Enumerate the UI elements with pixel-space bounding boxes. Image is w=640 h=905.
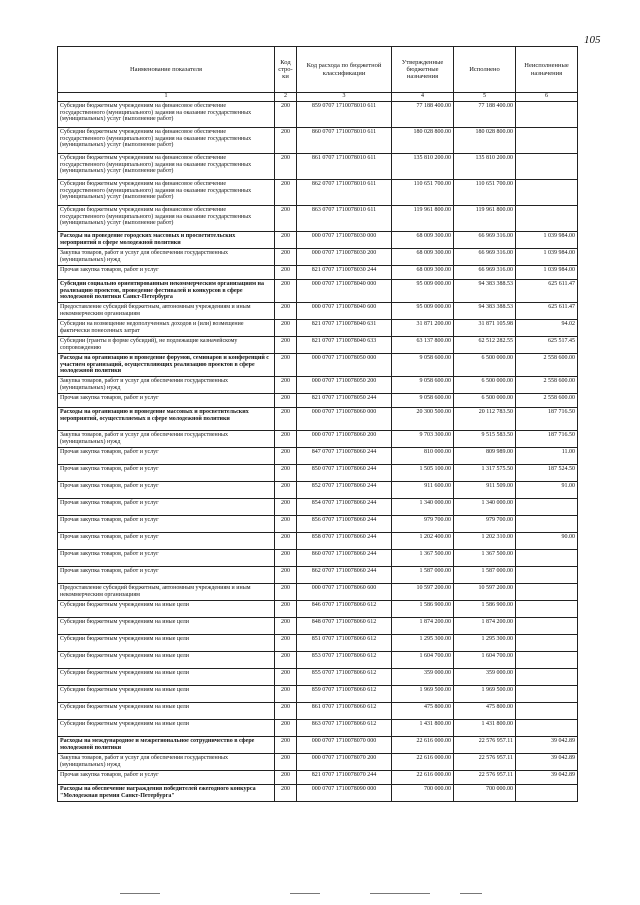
row-name: Субсидии бюджетным учреждениям на финансовое обеспечение государственного (муниципального) задания на оказание государственных (муниципальных) услуг (выполнение работ)	[58, 102, 275, 128]
row-executed: 180 028 800.00	[454, 128, 516, 154]
row-approved: 1 431 800.00	[392, 720, 454, 737]
row-unexecuted: 625 611.47	[516, 280, 578, 303]
table-row	[58, 448, 578, 465]
table-row	[58, 533, 578, 550]
row-name: Субсидии бюджетным учреждениям на иные цели	[58, 635, 275, 652]
row-name: Субсидии бюджетным учреждениям на финансовое обеспечение государственного (муниципального) задания на оказание государственных (муниципальных) услуг (выполнение работ)	[58, 154, 275, 180]
row-executed: 1 586 900.00	[454, 601, 516, 618]
row-unexecuted	[516, 206, 578, 232]
row-executed: 475 800.00	[454, 703, 516, 720]
row-code: 200	[275, 266, 297, 280]
table-row	[58, 482, 578, 499]
row-classification: 859 0707 1710078060 612	[297, 686, 392, 703]
row-code: 200	[275, 737, 297, 754]
row-approved: 475 800.00	[392, 703, 454, 720]
row-unexecuted	[516, 516, 578, 533]
table-row	[58, 465, 578, 482]
row-code: 200	[275, 703, 297, 720]
row-code: 200	[275, 601, 297, 618]
row-unexecuted	[516, 785, 578, 802]
row-name: Субсидии на возмещение недополученных доходов и (или) возмещение фактически понесенных затрат	[58, 320, 275, 337]
row-executed: 1 295 300.00	[454, 635, 516, 652]
row-executed: 20 112 783.50	[454, 408, 516, 431]
table-row	[58, 102, 578, 128]
row-classification: 862 0707 1710078010 611	[297, 180, 392, 206]
row-name: Субсидии бюджетным учреждениям на финансовое обеспечение государственного (муниципального) задания на оказание государственных (муниципальных) услуг (выполнение работ)	[58, 206, 275, 232]
row-name: Закупка товаров, работ и услуг для обеспечения государственных (муниципальных) нужд	[58, 249, 275, 266]
row-code: 200	[275, 785, 297, 802]
row-name: Субсидии бюджетным учреждениям на финансовое обеспечение государственного (муниципального) задания на оказание государственных (муниципальных) услуг (выполнение работ)	[58, 180, 275, 206]
table-row	[58, 720, 578, 737]
row-approved: 1 340 000.00	[392, 499, 454, 516]
row-executed: 110 651 700.00	[454, 180, 516, 206]
row-classification: 847 0707 1710078060 244	[297, 448, 392, 465]
row-executed: 94 383 388.53	[454, 280, 516, 303]
table-row	[58, 635, 578, 652]
row-name: Прочая закупка товаров, работ и услуг	[58, 499, 275, 516]
row-classification: 000 0707 1710078070 200	[297, 754, 392, 771]
row-executed: 359 000.00	[454, 669, 516, 686]
row-name: Закупка товаров, работ и услуг для обеспечения государственных (муниципальных) нужд	[58, 754, 275, 771]
row-unexecuted	[516, 618, 578, 635]
row-executed: 22 576 957.11	[454, 737, 516, 754]
row-approved: 22 616 000.00	[392, 737, 454, 754]
row-executed: 22 576 957.11	[454, 754, 516, 771]
row-unexecuted: 39 042.89	[516, 771, 578, 785]
row-name: Субсидии бюджетным учреждениям на иные цели	[58, 618, 275, 635]
row-code: 200	[275, 337, 297, 354]
row-code: 200	[275, 249, 297, 266]
row-executed: 31 871 105.98	[454, 320, 516, 337]
row-name: Субсидии социально ориентированным некоммерческим организациям на реализацию проектов, проведение фестивалей и конкурсов в сфере молодежной политики Санкт-Петербурга	[58, 280, 275, 303]
row-unexecuted	[516, 499, 578, 516]
row-classification: 858 0707 1710078060 244	[297, 533, 392, 550]
header-unexecuted: Неисполненные назначения	[516, 47, 578, 93]
row-approved: 1 367 500.00	[392, 550, 454, 567]
row-code: 200	[275, 280, 297, 303]
row-approved: 9 058 600.00	[392, 394, 454, 408]
row-executed: 77 188 400.00	[454, 102, 516, 128]
row-classification: 861 0707 1710078010 611	[297, 154, 392, 180]
row-approved: 1 969 500.00	[392, 686, 454, 703]
row-approved: 700 000.00	[392, 785, 454, 802]
header-classification: Код расхода по бюджетной классификации	[297, 47, 392, 93]
row-code: 200	[275, 482, 297, 499]
row-unexecuted: 39 042.89	[516, 754, 578, 771]
row-classification: 855 0707 1710078060 612	[297, 669, 392, 686]
header-code: Код стро-ки	[275, 47, 297, 93]
row-code: 200	[275, 354, 297, 377]
row-name: Расходы на международное и межрегиональное сотрудничество в сфере молодежной политики	[58, 737, 275, 754]
table-row	[58, 337, 578, 354]
row-classification: 863 0707 1710078060 612	[297, 720, 392, 737]
table-body	[58, 102, 578, 802]
table-row	[58, 206, 578, 232]
row-name: Субсидии бюджетным учреждениям на иные цели	[58, 720, 275, 737]
row-name: Расходы на организацию и проведение массовых и просветительских мероприятий, осуществляемых в сфере молодежной политики	[58, 408, 275, 431]
table-row	[58, 584, 578, 601]
row-executed: 1 317 575.50	[454, 465, 516, 482]
row-code: 200	[275, 754, 297, 771]
row-unexecuted	[516, 601, 578, 618]
row-classification: 863 0707 1710078010 611	[297, 206, 392, 232]
row-unexecuted	[516, 652, 578, 669]
row-approved: 95 009 000.00	[392, 303, 454, 320]
row-executed: 135 810 200.00	[454, 154, 516, 180]
row-unexecuted: 11.00	[516, 448, 578, 465]
table-row	[58, 703, 578, 720]
table-row	[58, 499, 578, 516]
table-row	[58, 320, 578, 337]
table-row	[58, 516, 578, 533]
table-row	[58, 686, 578, 703]
row-code: 200	[275, 584, 297, 601]
row-code: 200	[275, 516, 297, 533]
row-classification: 821 0707 1710078050 244	[297, 394, 392, 408]
row-classification: 821 0707 1710078040 631	[297, 320, 392, 337]
row-name: Прочая закупка товаров, работ и услуг	[58, 533, 275, 550]
row-code: 200	[275, 499, 297, 516]
table-row	[58, 377, 578, 394]
row-approved: 68 009 300.00	[392, 266, 454, 280]
row-name: Субсидии (гранты в форме субсидий), не подлежащие казначейскому сопровождению	[58, 337, 275, 354]
row-classification: 000 0707 1710078030 200	[297, 249, 392, 266]
table-row	[58, 354, 578, 377]
row-executed: 911 509.00	[454, 482, 516, 499]
row-approved: 810 000.00	[392, 448, 454, 465]
row-approved: 1 586 900.00	[392, 601, 454, 618]
row-unexecuted: 1 039 984.00	[516, 232, 578, 249]
row-unexecuted: 1 039 984.00	[516, 249, 578, 266]
column-number: 6	[516, 93, 578, 102]
row-classification: 000 0707 1710078040 600	[297, 303, 392, 320]
table-row	[58, 754, 578, 771]
row-name: Прочая закупка товаров, работ и услуг	[58, 516, 275, 533]
row-unexecuted: 187 524.50	[516, 465, 578, 482]
table-row	[58, 771, 578, 785]
row-name: Закупка товаров, работ и услуг для обеспечения государственных (муниципальных) нужд	[58, 431, 275, 448]
row-approved: 63 137 800.00	[392, 337, 454, 354]
row-approved: 1 874 200.00	[392, 618, 454, 635]
row-executed: 66 969 316.00	[454, 266, 516, 280]
row-approved: 68 009 300.00	[392, 232, 454, 249]
row-executed: 1 604 700.00	[454, 652, 516, 669]
row-executed: 94 383 388.53	[454, 303, 516, 320]
row-approved: 95 009 000.00	[392, 280, 454, 303]
row-executed: 9 515 583.50	[454, 431, 516, 448]
row-code: 200	[275, 377, 297, 394]
row-approved: 31 871 200.00	[392, 320, 454, 337]
row-executed: 22 576 957.11	[454, 771, 516, 785]
row-unexecuted: 39 042.89	[516, 737, 578, 754]
table-header-row	[58, 47, 578, 93]
row-classification: 862 0707 1710078060 244	[297, 567, 392, 584]
row-name: Прочая закупка товаров, работ и услуг	[58, 394, 275, 408]
row-classification: 000 0707 1710078060 000	[297, 408, 392, 431]
table-row	[58, 408, 578, 431]
header-approved: Утвержденные бюджетные назначения	[392, 47, 454, 93]
row-unexecuted	[516, 703, 578, 720]
row-code: 200	[275, 408, 297, 431]
table-row	[58, 280, 578, 303]
row-name: Прочая закупка товаров, работ и услуг	[58, 567, 275, 584]
table-row	[58, 652, 578, 669]
table-row	[58, 266, 578, 280]
row-executed: 6 500 000.00	[454, 394, 516, 408]
row-unexecuted: 94.02	[516, 320, 578, 337]
row-unexecuted: 90.00	[516, 533, 578, 550]
row-code: 200	[275, 567, 297, 584]
row-name: Расходы на обеспечение награждения победителей ежегодного конкурса "Молодежная премия Санкт-Петербурга"	[58, 785, 275, 802]
row-approved: 119 961 800.00	[392, 206, 454, 232]
row-classification: 000 0707 1710078040 000	[297, 280, 392, 303]
row-unexecuted	[516, 567, 578, 584]
table-row	[58, 669, 578, 686]
row-code: 200	[275, 720, 297, 737]
row-approved: 1 505 100.00	[392, 465, 454, 482]
row-classification: 850 0707 1710078060 244	[297, 465, 392, 482]
row-code: 200	[275, 448, 297, 465]
row-unexecuted	[516, 584, 578, 601]
column-number-row	[58, 93, 578, 102]
row-classification: 854 0707 1710078060 244	[297, 499, 392, 516]
table-row	[58, 180, 578, 206]
row-approved: 68 009 300.00	[392, 249, 454, 266]
row-code: 200	[275, 180, 297, 206]
row-approved: 1 202 400.00	[392, 533, 454, 550]
row-executed: 119 961 800.00	[454, 206, 516, 232]
row-executed: 809 989.00	[454, 448, 516, 465]
row-executed: 1 367 500.00	[454, 550, 516, 567]
row-code: 200	[275, 232, 297, 249]
row-unexecuted: 187 716.50	[516, 408, 578, 431]
row-name: Предоставление субсидий бюджетным, автономным учреждениям и иным некоммерческим организациям	[58, 584, 275, 601]
row-executed: 6 500 000.00	[454, 377, 516, 394]
row-code: 200	[275, 669, 297, 686]
row-classification: 853 0707 1710078060 612	[297, 652, 392, 669]
row-code: 200	[275, 154, 297, 180]
row-classification: 000 0707 1710078070 000	[297, 737, 392, 754]
header-name: Наименование показателя	[58, 47, 275, 93]
row-approved: 1 587 000.00	[392, 567, 454, 584]
table-row	[58, 567, 578, 584]
page-number: 105	[584, 34, 601, 46]
row-unexecuted: 187 716.50	[516, 431, 578, 448]
table-row	[58, 785, 578, 802]
row-classification: 851 0707 1710078060 612	[297, 635, 392, 652]
row-code: 200	[275, 771, 297, 785]
row-code: 200	[275, 533, 297, 550]
row-approved: 110 651 700.00	[392, 180, 454, 206]
row-approved: 1 604 700.00	[392, 652, 454, 669]
row-unexecuted: 2 558 600.00	[516, 377, 578, 394]
row-unexecuted	[516, 154, 578, 180]
row-executed: 66 969 316.00	[454, 249, 516, 266]
row-approved: 135 810 200.00	[392, 154, 454, 180]
row-unexecuted	[516, 128, 578, 154]
row-code: 200	[275, 320, 297, 337]
row-approved: 9 703 300.00	[392, 431, 454, 448]
row-executed: 700 000.00	[454, 785, 516, 802]
row-unexecuted: 625 517.45	[516, 337, 578, 354]
row-unexecuted	[516, 635, 578, 652]
row-name: Закупка товаров, работ и услуг для обеспечения государственных (муниципальных) нужд	[58, 377, 275, 394]
row-code: 200	[275, 303, 297, 320]
row-classification: 846 0707 1710078060 612	[297, 601, 392, 618]
row-classification: 852 0707 1710078060 244	[297, 482, 392, 499]
row-classification: 821 0707 1710078030 244	[297, 266, 392, 280]
row-classification: 821 0707 1710078070 244	[297, 771, 392, 785]
row-name: Субсидии бюджетным учреждениям на иные цели	[58, 669, 275, 686]
row-classification: 000 0707 1710078030 000	[297, 232, 392, 249]
table-row	[58, 394, 578, 408]
row-unexecuted	[516, 669, 578, 686]
row-name: Субсидии бюджетным учреждениям на иные цели	[58, 703, 275, 720]
row-code: 200	[275, 686, 297, 703]
row-classification: 000 0707 1710078060 600	[297, 584, 392, 601]
header-executed: Исполнено	[454, 47, 516, 93]
row-approved: 20 300 500.00	[392, 408, 454, 431]
table-row	[58, 249, 578, 266]
row-approved: 180 028 800.00	[392, 128, 454, 154]
table-row	[58, 618, 578, 635]
row-code: 200	[275, 635, 297, 652]
row-classification: 000 0707 1710078050 000	[297, 354, 392, 377]
row-approved: 9 058 600.00	[392, 377, 454, 394]
row-code: 200	[275, 465, 297, 482]
table-row	[58, 737, 578, 754]
row-executed: 62 512 282.55	[454, 337, 516, 354]
row-name: Прочая закупка товаров, работ и услуг	[58, 482, 275, 499]
row-approved: 979 700.00	[392, 516, 454, 533]
row-classification: 860 0707 1710078060 244	[297, 550, 392, 567]
row-unexecuted	[516, 720, 578, 737]
row-classification: 000 0707 1710078050 200	[297, 377, 392, 394]
row-approved: 9 058 600.00	[392, 354, 454, 377]
table-row	[58, 154, 578, 180]
row-code: 200	[275, 550, 297, 567]
table-row	[58, 303, 578, 320]
row-code: 200	[275, 102, 297, 128]
row-code: 200	[275, 206, 297, 232]
row-approved: 22 616 000.00	[392, 754, 454, 771]
table-row	[58, 232, 578, 249]
row-name: Прочая закупка товаров, работ и услуг	[58, 448, 275, 465]
row-approved: 10 597 200.00	[392, 584, 454, 601]
row-executed: 1 969 500.00	[454, 686, 516, 703]
row-approved: 77 188 400.00	[392, 102, 454, 128]
column-number: 3	[297, 93, 392, 102]
row-executed: 66 969 316.00	[454, 232, 516, 249]
row-unexecuted	[516, 102, 578, 128]
row-classification: 000 0707 1710078060 200	[297, 431, 392, 448]
row-approved: 1 295 300.00	[392, 635, 454, 652]
table-row	[58, 431, 578, 448]
row-unexecuted: 91.00	[516, 482, 578, 499]
row-name: Субсидии бюджетным учреждениям на иные цели	[58, 601, 275, 618]
column-number: 5	[454, 93, 516, 102]
row-classification: 000 0707 1710078090 000	[297, 785, 392, 802]
row-name: Субсидии бюджетным учреждениям на иные цели	[58, 686, 275, 703]
column-number: 2	[275, 93, 297, 102]
row-classification: 821 0707 1710078040 633	[297, 337, 392, 354]
row-unexecuted	[516, 180, 578, 206]
row-name: Прочая закупка товаров, работ и услуг	[58, 550, 275, 567]
row-approved: 22 616 000.00	[392, 771, 454, 785]
table-row	[58, 128, 578, 154]
row-unexecuted: 2 558 600.00	[516, 354, 578, 377]
row-executed: 6 500 000.00	[454, 354, 516, 377]
row-classification: 859 0707 1710078010 611	[297, 102, 392, 128]
row-unexecuted: 625 611.47	[516, 303, 578, 320]
row-executed: 1 874 200.00	[454, 618, 516, 635]
row-code: 200	[275, 618, 297, 635]
row-code: 200	[275, 431, 297, 448]
row-approved: 359 000.00	[392, 669, 454, 686]
scan-artifacts	[120, 893, 540, 899]
row-unexecuted	[516, 686, 578, 703]
row-classification: 860 0707 1710078010 611	[297, 128, 392, 154]
row-name: Прочая закупка товаров, работ и услуг	[58, 465, 275, 482]
row-unexecuted: 1 039 984.00	[516, 266, 578, 280]
budget-execution-table	[57, 46, 578, 802]
row-code: 200	[275, 128, 297, 154]
row-name: Субсидии бюджетным учреждениям на финансовое обеспечение государственного (муниципального) задания на оказание государственных (муниципальных) услуг (выполнение работ)	[58, 128, 275, 154]
row-unexecuted: 2 558 600.00	[516, 394, 578, 408]
column-number: 4	[392, 93, 454, 102]
row-executed: 979 700.00	[454, 516, 516, 533]
row-executed: 1 431 800.00	[454, 720, 516, 737]
row-name: Расходы на организацию и проведение форумов, семинаров и конференций с участием организаций, осуществляющих реализацию проектов в сфере молодежной политики	[58, 354, 275, 377]
row-name: Прочая закупка товаров, работ и услуг	[58, 771, 275, 785]
row-approved: 911 600.00	[392, 482, 454, 499]
row-classification: 848 0707 1710078060 612	[297, 618, 392, 635]
column-number: 1	[58, 93, 275, 102]
row-name: Предоставление субсидий бюджетным, автономным учреждениям и иным некоммерческим организациям	[58, 303, 275, 320]
row-executed: 1 587 000.00	[454, 567, 516, 584]
row-executed: 1 340 000.00	[454, 499, 516, 516]
row-name: Субсидии бюджетным учреждениям на иные цели	[58, 652, 275, 669]
row-code: 200	[275, 394, 297, 408]
row-code: 200	[275, 652, 297, 669]
row-unexecuted	[516, 550, 578, 567]
row-classification: 861 0707 1710078060 612	[297, 703, 392, 720]
row-name: Расходы на проведение городских массовых и просветительских мероприятий в сфере молодежной политики	[58, 232, 275, 249]
row-executed: 10 597 200.00	[454, 584, 516, 601]
row-executed: 1 202 310.00	[454, 533, 516, 550]
table-row	[58, 550, 578, 567]
row-classification: 856 0707 1710078060 244	[297, 516, 392, 533]
table-row	[58, 601, 578, 618]
row-name: Прочая закупка товаров, работ и услуг	[58, 266, 275, 280]
